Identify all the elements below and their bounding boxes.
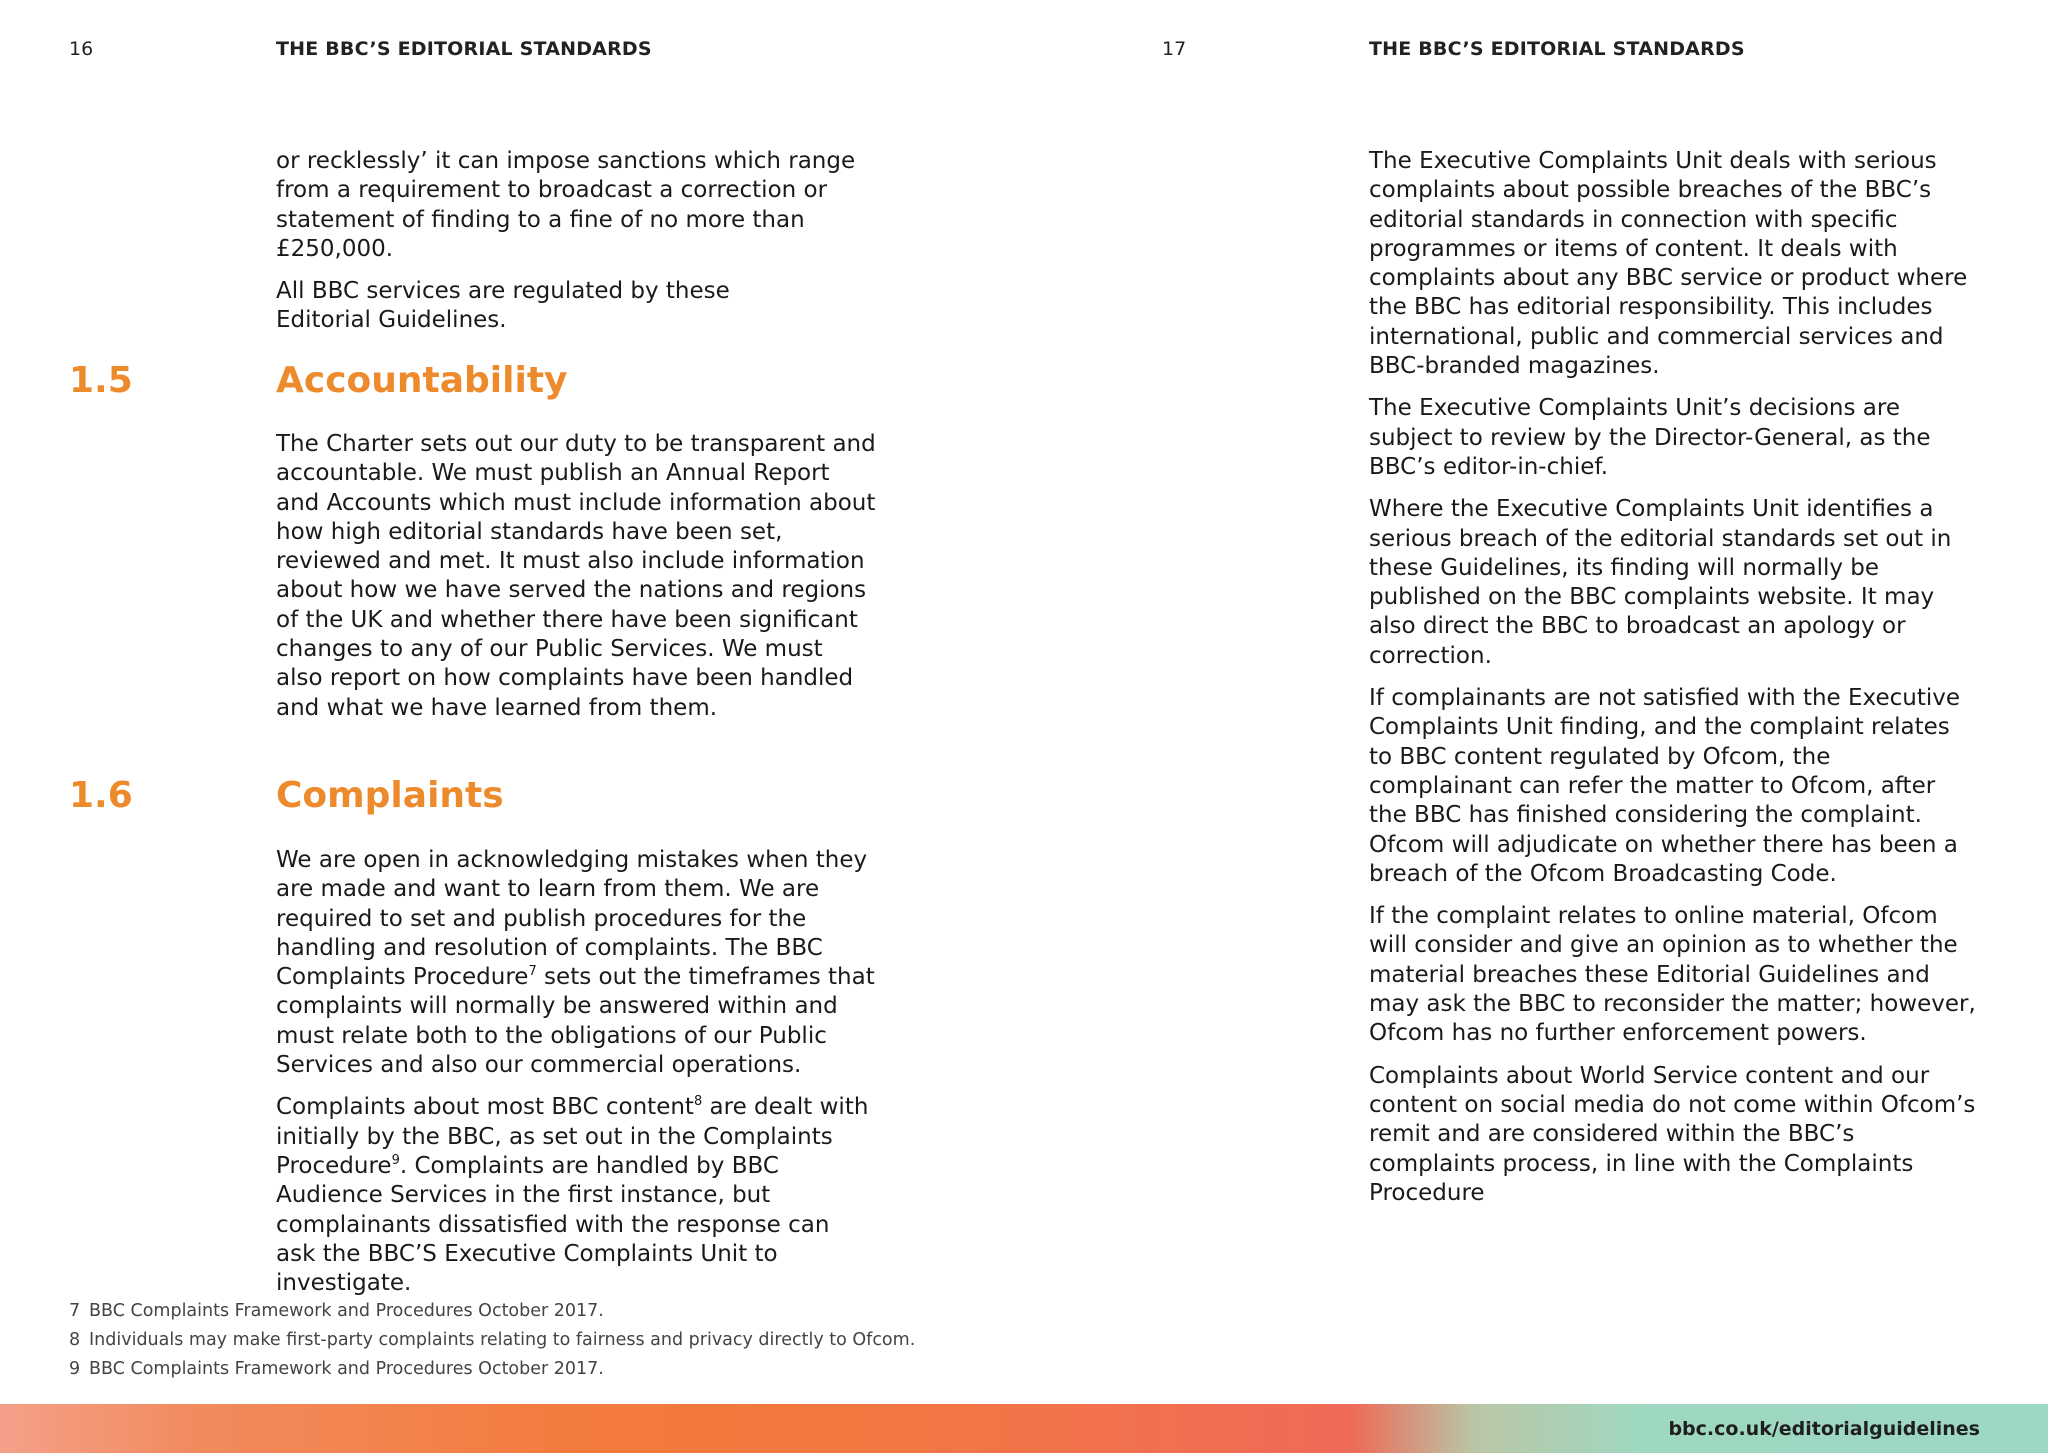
paragraph: Complaints about World Service content and our content on social media do not come within Ofcom’s remit and are considered within the BBC’s complaints process, in line with the Complaints Procedure (1369, 1062, 1976, 1206)
text-run: Complaints about most BBC content (276, 1094, 694, 1121)
paragraph: The Charter sets out our duty to be transparent and accountable. We must publish an Annual Report and Accounts which must include information about how high editorial standards have been set, reviewed and met. It must also include information about how we have served the nations and regions of the UK and whether there have been significant changes to any of our Public Services. We must also report on how complaints have been handled and what we have learned from them. (276, 431, 876, 721)
footnote (69, 1355, 915, 1384)
paragraph: The Executive Complaints Unit’s decisions are subject to review by the Director-General, as the BBC’s editor-in-chief. (1369, 395, 1931, 480)
section-body (276, 430, 876, 736)
footnote-text: BBC Complaints Framework and Procedures October 2017. (89, 1301, 604, 1321)
text-run: are dealt with initially by the BBC, as set out in the Complaints Procedure (276, 1094, 869, 1179)
footer-url-link[interactable]: bbc.co.uk/editorialguidelines (1668, 1418, 1980, 1440)
footnote-ref[interactable]: 7 (528, 964, 537, 980)
paragraph (276, 846, 876, 1080)
text-run: sets out the timeframes that complaints will normally be answered within and must relate both to the obligations of our Public Services and also our commercial operations. (276, 964, 875, 1079)
footnote-text: BBC Complaints Framework and Procedures October 2017. (89, 1359, 604, 1379)
paragraph (276, 1093, 876, 1298)
paragraph: All BBC services are regulated by these Editorial Guidelines. (276, 278, 730, 334)
paragraph: Where the Executive Complaints Unit identifies a serious breach of the editorial standards set out in these Guidelines, its finding will normally be published on the BBC complaints website. It may also direct the BBC to broadcast an apology or correction. (1369, 496, 1952, 669)
running-head: THE BBC’S EDITORIAL STANDARDS (276, 38, 652, 60)
section-number: 1.6 (69, 775, 133, 816)
paragraph: or recklessly’ it can impose sanctions which range from a requirement to broadcast a correction or statement of finding to a fine of no more than £250,000. (276, 148, 856, 262)
text-run: . Complaints are handled by BBC Audience Services in the first instance, but complainants dissatisfied with the response can ask the BBC’S Executive Complaints Unit to investigate. (276, 1152, 830, 1297)
footnote-number: 9 (69, 1359, 81, 1379)
running-head: THE BBC’S EDITORIAL STANDARDS (1369, 38, 1745, 60)
footnote (69, 1297, 915, 1326)
footnote-text: Individuals may make first-party complaints relating to fairness and privacy directly to Ofcom. (89, 1330, 916, 1350)
text-run: We are open in acknowledging mistakes when they are made and want to learn from them. We are required to set and publish procedures for the handling and resolution of complaints. The BBC Complaints Procedure (276, 847, 868, 991)
paragraph: If the complaint relates to online material, Ofcom will consider and give an opinion as to whether the material breaches these Editorial Guidelines and may ask the BBC to reconsider the matter; however, Ofcom has no further enforcement powers. (1369, 903, 1976, 1047)
footnote-ref[interactable]: 9 (391, 1152, 400, 1168)
section-body (276, 846, 876, 1311)
left-page (0, 0, 1024, 1404)
footer-gradient-bar (0, 1404, 2048, 1453)
footnote-number: 8 (69, 1330, 81, 1350)
page-number: 16 (69, 38, 94, 60)
paragraph: If complainants are not satisfied with the Executive Complaints Unit finding, and the complaint relates to BBC content regulated by Ofcom, the complainant can refer the matter to Ofcom, after the BBC has finished considering the complaint. Ofcom will adjudicate on whether there has been a breach of the Ofcom Broadcasting Code. (1369, 685, 1960, 887)
footnote (69, 1326, 915, 1355)
right-page (1093, 0, 2048, 1404)
right-body (1369, 147, 1979, 1221)
section-title: Accountability (276, 360, 568, 401)
section-title: Complaints (276, 775, 504, 816)
footnote-ref[interactable]: 8 (693, 1094, 703, 1110)
section-number: 1.5 (69, 360, 133, 401)
paragraph: The Executive Complaints Unit deals with serious complaints about possible breaches of the BBC’s editorial standards in connection with specific programmes or items of content. It deals with complaints about any BBC service or product where the BBC has editorial responsibility. This includes international, public and commercial services and BBC-branded magazines. (1369, 148, 1968, 380)
page-number: 17 (1162, 38, 1187, 60)
footnotes (69, 1297, 915, 1384)
intro-text (276, 147, 896, 349)
footnote-number: 7 (69, 1301, 81, 1321)
